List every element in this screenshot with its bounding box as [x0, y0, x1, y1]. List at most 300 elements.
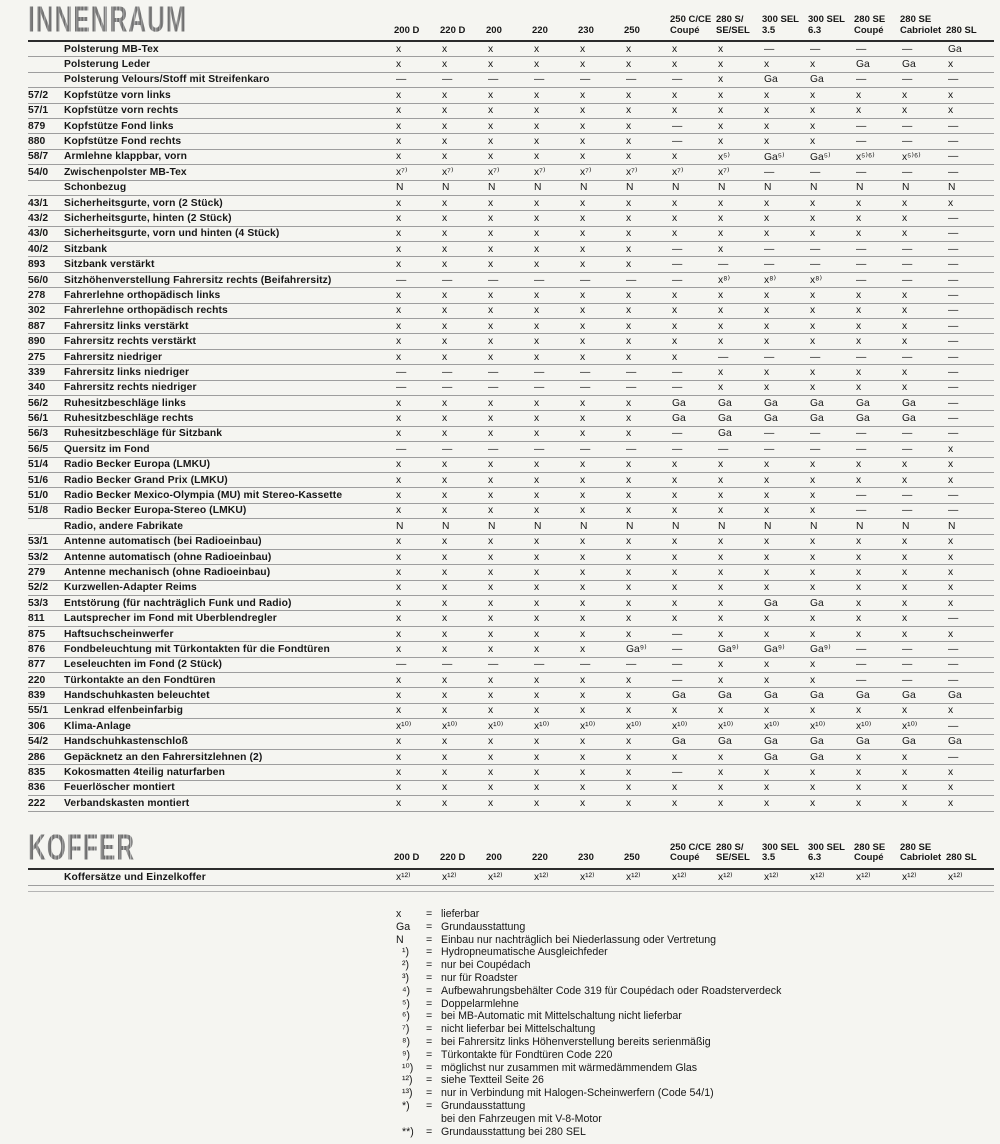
- availability-cell: x⁷⁾: [672, 167, 684, 179]
- availability-cell: N: [856, 182, 864, 194]
- availability-cell: x: [534, 490, 540, 502]
- availability-cell: x: [488, 582, 494, 594]
- availability-cell: x: [902, 551, 908, 563]
- availability-cell: x¹²⁾: [672, 872, 687, 884]
- availability-cell: x: [626, 397, 632, 409]
- availability-cell: x: [534, 674, 540, 686]
- availability-cell: x: [396, 597, 402, 609]
- availability-cell: x: [488, 289, 494, 301]
- availability-cell: —: [672, 120, 683, 132]
- availability-cell: x: [810, 197, 816, 209]
- availability-cell: —: [902, 259, 913, 271]
- option-code: 40/2: [28, 243, 49, 255]
- option-label: Fahrersitz rechts verstärkt: [64, 336, 197, 348]
- availability-cell: x: [764, 628, 770, 640]
- availability-cell: Ga: [718, 736, 732, 748]
- availability-cell: x: [626, 736, 632, 748]
- legend-text: siehe Textteil Seite 26: [441, 1074, 544, 1087]
- availability-cell: x: [626, 413, 632, 425]
- option-code: 43/1: [28, 197, 49, 209]
- availability-cell: x: [764, 59, 770, 71]
- option-label: Fondbeleuchtung mit Türkontakten für die Fondtüren: [64, 643, 330, 655]
- availability-cell: x: [948, 597, 954, 609]
- legend-text: Grundausstattung: [441, 920, 526, 933]
- availability-cell: —: [672, 366, 683, 378]
- legend-item: [396, 972, 994, 985]
- availability-cell: —: [672, 443, 683, 455]
- availability-cell: x: [626, 474, 632, 486]
- option-code: 835: [28, 767, 46, 779]
- availability-cell: x: [672, 105, 678, 117]
- availability-cell: x: [580, 690, 586, 702]
- availability-cell: x: [534, 582, 540, 594]
- availability-cell: —: [442, 74, 453, 86]
- legend-item: [396, 934, 994, 947]
- availability-cell: x: [488, 397, 494, 409]
- availability-cell: x: [764, 474, 770, 486]
- availability-cell: x: [626, 43, 632, 55]
- availability-cell: x: [534, 782, 540, 794]
- availability-cell: x: [442, 151, 448, 163]
- availability-cell: x: [534, 151, 540, 163]
- availability-cell: x: [442, 566, 448, 578]
- availability-cell: x: [948, 705, 954, 717]
- availability-cell: x: [626, 59, 632, 71]
- availability-cell: x: [672, 505, 678, 517]
- availability-cell: x¹⁰⁾: [488, 721, 504, 733]
- availability-cell: x: [626, 613, 632, 625]
- availability-cell: x: [902, 536, 908, 548]
- availability-cell: x¹⁰⁾: [902, 721, 918, 733]
- availability-cell: x: [626, 751, 632, 763]
- availability-cell: x: [672, 490, 678, 502]
- option-code: 54/0: [28, 166, 49, 178]
- legend-symbol: *): [402, 1099, 410, 1112]
- availability-cell: x: [396, 151, 402, 163]
- availability-cell: —: [442, 274, 453, 286]
- availability-cell: Ga: [948, 43, 962, 55]
- availability-cell: —: [810, 259, 821, 271]
- availability-cell: x¹⁰⁾: [580, 721, 596, 733]
- option-row: [28, 658, 994, 673]
- availability-cell: —: [626, 366, 637, 378]
- availability-cell: x: [626, 351, 632, 363]
- option-label: Kokosmatten 4teilig naturfarben: [64, 767, 226, 779]
- legend-symbol: **): [402, 1125, 414, 1138]
- legend-symbol: ⁴): [402, 984, 411, 997]
- availability-cell: x: [902, 228, 908, 240]
- availability-cell: N: [718, 182, 726, 194]
- availability-cell: x: [580, 474, 586, 486]
- availability-cell: Ga⁹⁾: [764, 644, 785, 656]
- availability-cell: x: [856, 705, 862, 717]
- availability-cell: —: [948, 289, 959, 301]
- availability-cell: x: [672, 336, 678, 348]
- availability-cell: x: [810, 366, 816, 378]
- option-row: [28, 227, 994, 242]
- availability-cell: —: [948, 674, 959, 686]
- option-label: Ruhesitzbeschläge für Sitzbank: [64, 428, 223, 440]
- availability-cell: x: [396, 105, 402, 117]
- availability-cell: Ga: [718, 690, 732, 702]
- availability-cell: —: [856, 259, 867, 271]
- availability-cell: —: [626, 443, 637, 455]
- availability-cell: x: [810, 628, 816, 640]
- legend-symbol: ¹⁰): [402, 1061, 414, 1074]
- option-row: [28, 181, 994, 196]
- availability-cell: x: [488, 767, 494, 779]
- availability-cell: x: [580, 582, 586, 594]
- availability-cell: x: [856, 613, 862, 625]
- availability-cell: —: [902, 428, 913, 440]
- availability-cell: x: [534, 597, 540, 609]
- availability-cell: x: [948, 197, 954, 209]
- availability-cell: x: [764, 582, 770, 594]
- availability-cell: x: [948, 536, 954, 548]
- availability-cell: x: [534, 243, 540, 255]
- availability-cell: —: [488, 366, 499, 378]
- option-code: 877: [28, 659, 46, 671]
- availability-cell: x: [442, 305, 448, 317]
- availability-cell: —: [672, 259, 683, 271]
- availability-cell: x: [442, 474, 448, 486]
- availability-cell: x: [488, 536, 494, 548]
- availability-cell: x: [948, 767, 954, 779]
- availability-cell: x: [580, 289, 586, 301]
- availability-cell: x: [580, 136, 586, 148]
- availability-cell: x: [396, 643, 402, 655]
- legend-symbol: ⁷): [402, 1023, 410, 1036]
- availability-cell: —: [672, 74, 683, 86]
- column-header: 220: [532, 24, 548, 36]
- availability-cell: x: [718, 536, 724, 548]
- legend-text: möglichst nur zusammen mit wärmedämmendem Glas: [441, 1061, 698, 1074]
- availability-cell: x: [718, 628, 724, 640]
- option-row: [28, 488, 994, 503]
- availability-cell: x: [442, 782, 448, 794]
- option-code: 52/2: [28, 582, 49, 594]
- availability-cell: —: [902, 243, 913, 255]
- option-row: [28, 427, 994, 442]
- legend-equals: =: [426, 1023, 433, 1036]
- availability-cell: —: [580, 74, 591, 86]
- availability-cell: Ga: [810, 597, 824, 609]
- option-row: [28, 273, 994, 288]
- availability-cell: x: [580, 674, 586, 686]
- option-row: [28, 381, 994, 396]
- availability-cell: —: [902, 659, 913, 671]
- availability-cell: —: [856, 74, 867, 86]
- availability-cell: x: [764, 366, 770, 378]
- availability-cell: x: [580, 536, 586, 548]
- availability-cell: —: [902, 490, 913, 502]
- availability-cell: x: [488, 428, 494, 440]
- availability-cell: x: [396, 797, 402, 809]
- legend-item: [396, 1062, 994, 1075]
- availability-cell: x: [442, 690, 448, 702]
- availability-cell: x: [396, 259, 402, 271]
- availability-cell: Ga: [810, 690, 824, 702]
- availability-cell: —: [856, 136, 867, 148]
- availability-cell: x¹⁰⁾: [534, 721, 550, 733]
- availability-cell: x: [672, 782, 678, 794]
- column-header: 300 SEL 3.5: [762, 841, 799, 864]
- availability-cell: x: [948, 797, 954, 809]
- availability-cell: x: [580, 259, 586, 271]
- availability-cell: x: [764, 197, 770, 209]
- availability-cell: x¹²⁾: [764, 872, 779, 884]
- availability-cell: x: [718, 582, 724, 594]
- availability-cell: x: [902, 305, 908, 317]
- column-header: 280 SE Cabriolet: [900, 14, 942, 36]
- availability-cell: x: [764, 382, 770, 394]
- availability-cell: x: [442, 351, 448, 363]
- availability-cell: Ga: [902, 397, 916, 409]
- availability-cell: x: [396, 243, 402, 255]
- availability-cell: —: [396, 274, 407, 286]
- availability-cell: —: [902, 274, 913, 286]
- availability-cell: x: [534, 767, 540, 779]
- availability-cell: Ga: [948, 690, 962, 702]
- availability-cell: —: [442, 366, 453, 378]
- availability-cell: x: [396, 120, 402, 132]
- availability-cell: x: [580, 320, 586, 332]
- availability-cell: x: [902, 289, 908, 301]
- availability-cell: x: [718, 89, 724, 101]
- availability-cell: x: [580, 413, 586, 425]
- availability-cell: —: [948, 351, 959, 363]
- availability-cell: x: [534, 551, 540, 563]
- availability-cell: x: [488, 643, 494, 655]
- availability-cell: —: [948, 613, 959, 625]
- availability-cell: x: [534, 705, 540, 717]
- column-header: 280 S/ SE/SEL: [716, 14, 750, 36]
- availability-cell: x: [534, 736, 540, 748]
- availability-cell: x: [672, 289, 678, 301]
- availability-cell: —: [902, 120, 913, 132]
- availability-cell: x: [856, 582, 862, 594]
- availability-cell: —: [442, 382, 453, 394]
- option-label: Fahrersitz rechts niedriger: [64, 382, 197, 394]
- availability-cell: —: [948, 659, 959, 671]
- availability-cell: x: [856, 782, 862, 794]
- option-code: 54/2: [28, 736, 49, 748]
- legend: [396, 908, 994, 1138]
- availability-cell: x¹²⁾: [626, 872, 641, 884]
- availability-cell: x: [810, 474, 816, 486]
- option-label: Feuerlöscher montiert: [64, 782, 175, 794]
- availability-cell: x: [856, 320, 862, 332]
- legend-equals: =: [426, 1036, 433, 1048]
- option-code: 51/6: [28, 474, 49, 486]
- option-label: Kopfstütze Fond links: [64, 120, 174, 132]
- availability-cell: —: [718, 351, 729, 363]
- availability-cell: x: [580, 751, 586, 763]
- availability-cell: x¹²⁾: [856, 872, 871, 884]
- column-header: 230: [578, 24, 594, 36]
- availability-cell: x: [810, 490, 816, 502]
- availability-cell: x: [948, 782, 954, 794]
- availability-cell: x: [488, 690, 494, 702]
- availability-cell: —: [672, 136, 683, 148]
- option-code: 56/5: [28, 443, 49, 455]
- section-title-cell: [28, 0, 394, 40]
- availability-cell: x: [672, 582, 678, 594]
- availability-cell: x: [396, 289, 402, 301]
- availability-cell: x: [810, 382, 816, 394]
- legend-item: [396, 1126, 994, 1139]
- availability-cell: x: [672, 751, 678, 763]
- column-header: 200: [486, 24, 502, 36]
- availability-cell: N: [488, 520, 496, 532]
- option-label: Kopfstütze Fond rechts: [64, 136, 182, 148]
- availability-cell: x: [580, 597, 586, 609]
- availability-cell: —: [672, 243, 683, 255]
- availability-cell: x: [488, 243, 494, 255]
- option-row: [28, 504, 994, 519]
- availability-cell: x: [672, 305, 678, 317]
- availability-cell: x: [442, 505, 448, 517]
- availability-cell: x: [764, 767, 770, 779]
- column-header: 280 SL: [946, 852, 977, 864]
- availability-cell: —: [948, 166, 959, 178]
- availability-cell: x: [534, 397, 540, 409]
- option-row: [28, 688, 994, 703]
- availability-cell: x: [580, 228, 586, 240]
- option-label: Haftsuchscheinwerfer: [64, 628, 174, 640]
- option-label: Sitzhöhenverstellung Fahrersitz rechts (Beifahrersitz): [64, 274, 332, 286]
- availability-cell: —: [810, 443, 821, 455]
- availability-cell: x: [442, 413, 448, 425]
- option-code: 279: [28, 566, 46, 578]
- availability-cell: x: [902, 597, 908, 609]
- availability-cell: x: [534, 120, 540, 132]
- option-label: Polsterung Velours/Stoff mit Streifenkaro: [64, 74, 270, 86]
- availability-cell: x: [902, 336, 908, 348]
- availability-cell: x: [488, 413, 494, 425]
- availability-cell: x: [580, 628, 586, 640]
- availability-cell: —: [810, 243, 821, 255]
- availability-cell: x: [442, 336, 448, 348]
- availability-cell: x: [488, 305, 494, 317]
- availability-cell: Ga⁹⁾: [626, 644, 647, 656]
- availability-cell: x: [442, 705, 448, 717]
- availability-cell: x: [764, 797, 770, 809]
- availability-cell: —: [948, 428, 959, 440]
- availability-cell: x: [442, 397, 448, 409]
- option-code: 53/1: [28, 536, 49, 548]
- availability-cell: —: [488, 443, 499, 455]
- availability-cell: x: [534, 351, 540, 363]
- availability-cell: x: [948, 105, 954, 117]
- availability-cell: x: [580, 197, 586, 209]
- option-row: [28, 581, 994, 596]
- legend-symbol: ⁶): [402, 1010, 410, 1023]
- availability-cell: —: [856, 120, 867, 132]
- availability-cell: —: [810, 43, 821, 55]
- option-label: Fahrerlehne orthopädisch rechts: [64, 305, 228, 317]
- availability-cell: x: [672, 228, 678, 240]
- availability-cell: x: [856, 336, 862, 348]
- option-label: Radio Becker Grand Prix (LMKU): [64, 474, 228, 486]
- availability-cell: x: [764, 490, 770, 502]
- availability-cell: Ga: [764, 690, 778, 702]
- availability-cell: x: [718, 597, 724, 609]
- availability-cell: x: [810, 336, 816, 348]
- option-label: Fahrersitz links verstärkt: [64, 320, 189, 332]
- availability-cell: x: [488, 474, 494, 486]
- section-title: KOFFER: [28, 827, 136, 868]
- option-row: [28, 550, 994, 565]
- column-header: 220 D: [440, 852, 466, 864]
- option-code: 51/8: [28, 505, 49, 517]
- availability-cell: N: [718, 520, 726, 532]
- option-label: Radio Becker Mexico-Olympia (MU) mit Stereo-Kassette: [64, 490, 343, 502]
- option-label: Klima-Anlage: [64, 720, 131, 732]
- availability-cell: x: [488, 320, 494, 332]
- legend-equals: =: [426, 1125, 433, 1138]
- option-label: Fahrersitz links niedriger: [64, 366, 190, 378]
- availability-cell: x: [488, 628, 494, 640]
- availability-cell: x: [902, 782, 908, 794]
- availability-cell: x: [396, 736, 402, 748]
- legend-text: nicht lieferbar bei Mittelschaltung: [441, 1023, 596, 1036]
- option-row: [28, 350, 994, 365]
- availability-cell: —: [764, 43, 775, 55]
- availability-cell: x: [718, 289, 724, 301]
- table-header: [28, 827, 994, 870]
- column-header: 280 SE Coupé: [854, 841, 886, 864]
- availability-cell: x: [672, 320, 678, 332]
- availability-cell: x: [672, 351, 678, 363]
- availability-cell: x: [764, 505, 770, 517]
- availability-cell: x: [626, 243, 632, 255]
- availability-cell: x: [442, 212, 448, 224]
- availability-cell: x: [442, 674, 448, 686]
- availability-cell: x: [902, 628, 908, 640]
- availability-cell: —: [902, 351, 913, 363]
- availability-cell: x: [718, 613, 724, 625]
- availability-cell: —: [442, 659, 453, 671]
- availability-cell: x: [534, 613, 540, 625]
- availability-cell: x: [810, 228, 816, 240]
- availability-cell: x: [902, 767, 908, 779]
- availability-cell: —: [856, 351, 867, 363]
- availability-cell: x: [626, 105, 632, 117]
- availability-cell: —: [810, 351, 821, 363]
- option-label: Sicherheitsgurte, vorn und hinten (4 Stück): [64, 228, 280, 240]
- availability-cell: Ga: [718, 413, 732, 425]
- column-header: 250 C/CE Coupé: [670, 14, 712, 36]
- availability-cell: —: [764, 243, 775, 255]
- availability-cell: x: [396, 536, 402, 548]
- availability-cell: —: [902, 43, 913, 55]
- availability-cell: —: [580, 366, 591, 378]
- availability-cell: N: [488, 182, 496, 194]
- option-row: [28, 442, 994, 457]
- availability-cell: Ga: [764, 413, 778, 425]
- availability-cell: —: [672, 274, 683, 286]
- availability-cell: x: [534, 197, 540, 209]
- availability-cell: x: [718, 474, 724, 486]
- legend-item: [396, 908, 994, 921]
- option-code: 339: [28, 366, 46, 378]
- availability-cell: x¹²⁾: [534, 872, 549, 884]
- availability-cell: x: [672, 705, 678, 717]
- availability-cell: x: [764, 336, 770, 348]
- availability-cell: Ga: [810, 736, 824, 748]
- availability-cell: x: [764, 320, 770, 332]
